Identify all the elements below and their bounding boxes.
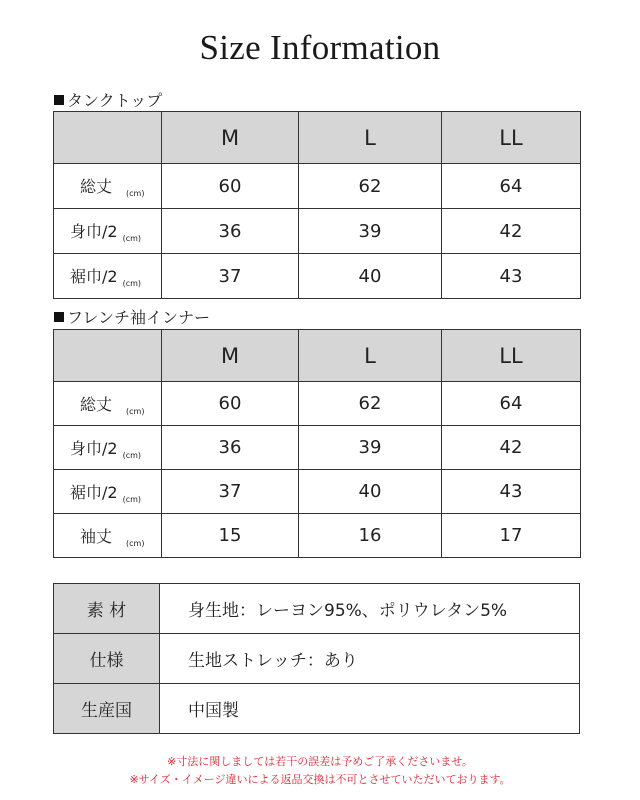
unit-label: (cm) [122, 234, 142, 243]
table-cell: 39 [299, 209, 442, 254]
row-label [54, 382, 162, 426]
table-row [54, 382, 581, 426]
info-value: 中国製 [160, 684, 580, 734]
unit-label: (cm) [122, 494, 142, 504]
section-label-tank-top [54, 88, 162, 111]
unit-label: (cm) [122, 450, 142, 460]
table-cell: 37 [162, 470, 299, 514]
row-label [54, 470, 162, 514]
info-row-origin [54, 684, 580, 734]
table-cell: 37 [162, 254, 299, 299]
unit-label: (cm) [126, 189, 145, 198]
table-cell: 43 [442, 254, 581, 299]
info-value: 生地ストレッチ：あり [160, 634, 580, 684]
row-label-text: 裾巾/2 [70, 482, 118, 502]
row-label-text: 総丈 [80, 394, 113, 414]
table-cell: 60 [162, 164, 299, 209]
french-sleeve-size-table [53, 329, 581, 558]
table-cell: 17 [442, 514, 581, 558]
row-label-text: 裾巾/2 [70, 267, 118, 286]
row-label-text: 身巾/2 [70, 438, 118, 458]
section-label-french-sleeve [54, 305, 210, 328]
size-header: LL [442, 330, 581, 382]
table-row [54, 254, 581, 299]
table-row [54, 164, 581, 209]
table-cell: 40 [299, 470, 442, 514]
square-bullet-icon [54, 312, 64, 322]
table-cell: 42 [442, 209, 581, 254]
page-title: Size Information [199, 28, 441, 67]
row-label-text: 袖丈 [80, 526, 113, 546]
table-row [54, 514, 581, 558]
info-row-spec [54, 634, 580, 684]
unit-label: (cm) [126, 406, 145, 416]
section-title: タンクトップ [67, 91, 163, 110]
info-key: 生産国 [54, 684, 160, 734]
row-label [54, 164, 162, 209]
row-label-text: 総丈 [80, 177, 113, 196]
table-cell: 40 [299, 254, 442, 299]
table-cell: 36 [162, 209, 299, 254]
size-header: L [299, 112, 442, 164]
size-header: L [299, 330, 442, 382]
info-key: 仕様 [54, 634, 160, 684]
table-cell: 39 [299, 426, 442, 470]
table-cell: 62 [299, 382, 442, 426]
section-title: フレンチ袖インナー [67, 308, 210, 327]
table-corner-cell [54, 330, 162, 382]
table-cell: 16 [299, 514, 442, 558]
table-cell: 64 [442, 382, 581, 426]
table-cell: 62 [299, 164, 442, 209]
info-row-material [54, 584, 580, 634]
table-row [54, 426, 581, 470]
table-corner-cell [54, 112, 162, 164]
table-cell: 60 [162, 382, 299, 426]
table-header-row [54, 330, 581, 382]
row-label [54, 209, 162, 254]
row-label-text: 身巾/2 [70, 222, 118, 241]
unit-label: (cm) [126, 538, 145, 548]
table-header-row [54, 112, 581, 164]
square-bullet-icon [54, 95, 64, 105]
tank-top-size-table [53, 111, 581, 299]
table-cell: 43 [442, 470, 581, 514]
size-header: M [162, 330, 299, 382]
note-line: ※寸法に関しましては若干の誤差は予めご了承くださいませ。 [167, 755, 473, 768]
note-line: ※サイズ・イメージ違いによる返品交換は不可とさせていただいております。 [129, 773, 511, 786]
size-header: M [162, 112, 299, 164]
row-label [54, 254, 162, 299]
table-cell: 64 [442, 164, 581, 209]
size-header: LL [442, 112, 581, 164]
product-info-table [53, 583, 580, 734]
unit-label: (cm) [122, 279, 142, 288]
disclaimer-notes [0, 753, 640, 789]
info-key: 素 材 [54, 584, 160, 634]
table-cell: 36 [162, 426, 299, 470]
row-label [54, 514, 162, 558]
table-cell: 42 [442, 426, 581, 470]
table-row [54, 209, 581, 254]
table-row [54, 470, 581, 514]
info-value: 身生地：レーヨン95%、ポリウレタン5% [160, 584, 580, 634]
table-cell: 15 [162, 514, 299, 558]
row-label [54, 426, 162, 470]
